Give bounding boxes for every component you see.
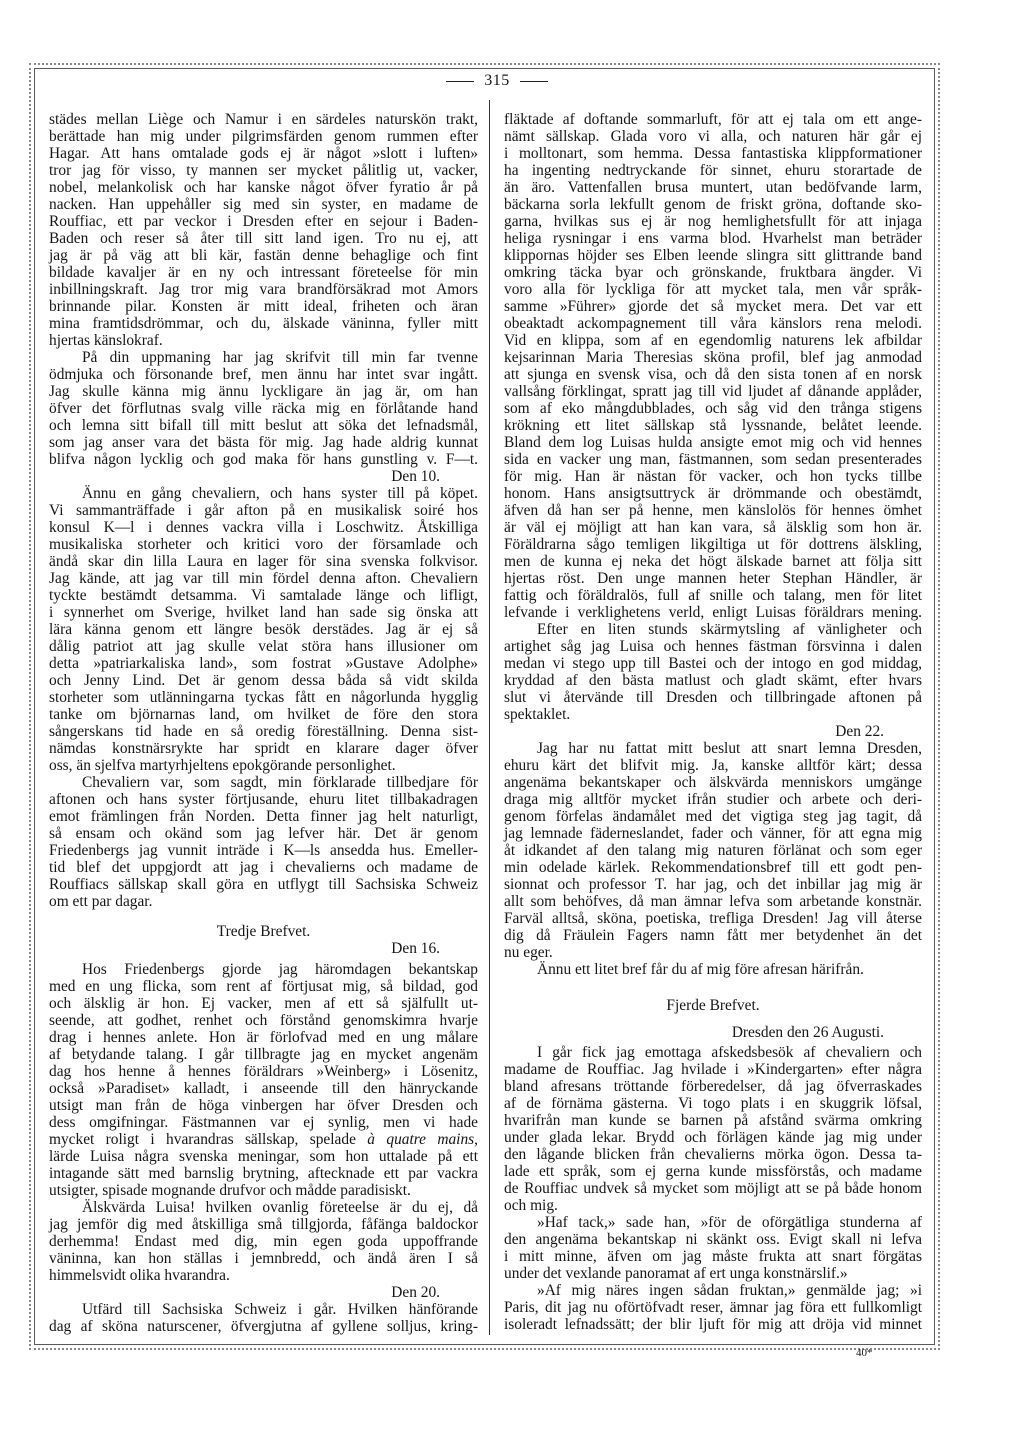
text-line: väninna, kan hon ställas i jemnbredd, och ändå ären I så [49, 1250, 478, 1267]
date-line: Den 22. [835, 723, 884, 740]
text-line: angenäma bekantskaper och älskvärda menniskors umgänge [504, 774, 922, 791]
text-line: utsigt man från de höga vinbergen har öfver Dresden och [49, 1097, 478, 1114]
text-line: hjertas känslokraf. [49, 332, 163, 349]
text-line: medan vi stego upp till Bastei och der intogo en god middag, [504, 655, 922, 672]
text-line: Efter en liten stunds skärmytsling af vänligheter och [537, 621, 922, 638]
text-line: för mig. Han är nästan för vacker, och hon tycks tillbe [504, 468, 922, 485]
printer-signature-mark: 40* [856, 1347, 873, 1359]
text-line: »Haf tack,» sade han, »för de oförgätliga stunderna af [537, 1214, 922, 1231]
text-line: seende, att godhet, renhet och förstånd genomskimra hvarje [49, 1012, 478, 1029]
text-line: »Af mig näres ingen sådan fruktan,» genmälde jag; »i [537, 1282, 922, 1299]
text-line: de Rouffiac undvek så mycket som möjligt att se på både honom [504, 1180, 922, 1197]
text-line: som af eko mångdubblades, och såg vid den trånga stigens [504, 400, 922, 417]
text-line: som jag anser vara det bästa för mig. Jag hade aldrig kunnat [49, 434, 478, 451]
column-divider [489, 100, 490, 1335]
text-line: af betydande talang. I går tillbragte jag en mycket angenäm [49, 1046, 478, 1063]
text-line: Paris, dit jag nu oförtöfvadt reser, ämnar jag föra ett fullkomligt [504, 1299, 922, 1316]
text-line: och lemna sitt bifall till mitt beslut att söka det lefnadsmål, [49, 417, 478, 434]
text-line: Utfärd till Sachsiska Schweiz i går. Hvilken hänförande [82, 1301, 478, 1318]
text-line: utsigter, spisade mognande drufvor och mådde paradisiskt. [49, 1182, 411, 1199]
text-line: men de kunna ej neka det högt älskade barnet att följa sitt [504, 553, 922, 570]
text-line: i molltonart, som hemma. Dessa fantastiska klippformationer [504, 145, 922, 162]
text-line: vallsång förklingat, spratt jag till vid ljudet af dånande applåder, [504, 383, 922, 400]
text-line: fattig och föräldralös, full af snille och talang, men för litet [504, 587, 922, 604]
left-column [49, 111, 478, 1335]
page-number: 315 [484, 72, 510, 89]
text-line: i synnerhet om Sverige, hvilket land han sade sig önska att [49, 604, 478, 621]
text-line: ehuru kärt det blifvit mig. Ja, kanske alltför kärt; dessa [504, 757, 922, 774]
text-line: tanke om björnarnas land, om hvilket de före den stora [49, 706, 478, 723]
text-line: dess omgifningar. Fästmannen var ej synlig, men vi hade [49, 1114, 478, 1131]
text-line: lade ett språk, som ej gerna kunde missförstås, och madame [504, 1163, 922, 1180]
text-line: detta »patriarkaliska land», som fostrat »Gustave Adolphe» [49, 655, 478, 672]
date-line: Dresden den 26 Augusti. [731, 1024, 884, 1041]
text-line: också »Paradiset» kalladt, i anseende till den hänryckande [49, 1080, 478, 1097]
text-line: brinnande pilar. Konsten är mitt ideal, friheten och äran [49, 298, 478, 315]
text-line: Jag kände, att jag var till min fördel denna afton. Chevaliern [49, 570, 478, 587]
text-line: Chevaliern var, som sagdt, min förklarade tillbedjare för [82, 774, 478, 791]
text-line: nämt sällskap. Glada voro vi alla, och naturen här går ej [504, 128, 922, 145]
text-line: inbillningskraft. Jag tror mig vara brandförsäkrad mot Amors [49, 281, 478, 298]
text-line: På din uppmaning har jag skrifvit till min far tvenne [82, 349, 478, 366]
text-line: omkring täcka byar och grönskande, fruktbara ängder. Vi [504, 264, 922, 281]
right-column [504, 111, 922, 1333]
text-line: öfver det förflutnas svalg ville räcka mig en förlåtande hand [49, 400, 478, 417]
text-line: honom. Hans ansigtsuttryck är drömmande och obestämdt, [504, 485, 922, 502]
text-line: och mig. [504, 1197, 558, 1214]
text-line: sida en vacker ung man, fästmannen, som sedan presenterades [504, 451, 922, 468]
text-line: min odelade kärlek. Rekommendationsbref till ett godt pen- [504, 859, 922, 876]
text-line: om ett par dagar. [49, 893, 153, 910]
text-segment: , [474, 1131, 478, 1148]
text-line: nobel, melankolisk och har kanske något öfver fyratio år på [49, 179, 478, 196]
text-line: Ännu en gång chevaliern, och hans syster till på köpet. [82, 485, 478, 502]
text-line: Vi sammanträffade i går afton på en musikalisk soiré hos [49, 502, 478, 519]
text-line: sångerskans tid hade en så oredig föreställning. Denna sist- [49, 723, 478, 740]
text-line: isoleradt lefnadssätt; der blir ljuft för mig att dröja vid minnet [504, 1316, 922, 1333]
text-line: krökning ett litet sällskap stå lyssnande, belåtet leende. [504, 417, 922, 434]
text-line: städes mellan Liège och Namur i en särdeles naturskön trakt, [49, 111, 478, 128]
text-line: Föräldrarna sågo temligen likgiltiga ut för dottrens älskling, [504, 536, 922, 553]
text-line: genom förfelas ändamålet med det vigtiga steg jag tagit, då [504, 808, 922, 825]
text-line: sionnat och professor T. har jag, och det inbillar jag mig är [504, 876, 922, 893]
text-line: Rouffiacs sällskap skall göra en utflygt till Sachsiska Schweiz [49, 876, 478, 893]
text-line: Ännu ett litet bref får du af mig före afresan härifrån. [537, 961, 864, 978]
text-line: jag är på väg att bli kär, fastän denne behaglige och fint [49, 247, 478, 264]
text-line: så ensam och okänd som jag lefver här. Det är genom [49, 825, 478, 842]
text-line: drag i hennes anlete. Hon är förlofvad med en ung målare [49, 1029, 478, 1046]
text-line: dålig patriot att jag skulle velat störa hans illusioner om [49, 638, 478, 655]
text-line: draga mig alltför mycket ifrån studier och arbete och deri- [504, 791, 922, 808]
text-line: klippornas höjder ses Elben leende slingra sitt glittrande band [504, 247, 922, 264]
text-line: voro alla för lyckliga för att mycket tala, men vår språk- [504, 281, 922, 298]
text-line: obeaktadt ackompagnement till våra känslors rena melodi. [504, 315, 922, 332]
section-heading: Tredje Brefvet. [216, 923, 311, 940]
header-dash-left [446, 81, 474, 82]
text-line: Jag skulle känna mig ännu lyckligare än jag är, om han [49, 383, 478, 400]
text-line: intagande sätt med barnslig brytning, aftecknade ett par vackra [49, 1165, 478, 1182]
text-line: kryddad af den bästa matlust och gladt skämt, efter hvars [504, 672, 922, 689]
text-line: i mitt minne, äfven om jag måste frukta att snart förgätas [504, 1248, 922, 1265]
text-line: åt idkandet af den talang mig naturen förlänat och som eger [504, 842, 922, 859]
text-line: samme »Führer» gjorde det så mycket mera. Det var ett [504, 298, 922, 315]
text-line: Baden och reser så åter till sitt land igen. Tro nu ej, att [49, 230, 478, 247]
text-line: madame de Rouffiac. Jag hvilade i »Kindergarten» efter några [504, 1061, 922, 1078]
text-line: nu eger. [504, 944, 553, 961]
text-line: Hagar. Att hans omtalade gods ej är något »slott i luften» [49, 145, 478, 162]
text-line: ha ingenting nedtryckande för sinnet, ehuru storartade de [504, 162, 922, 179]
text-line: äfven då han ser på henne, men känslolös för hennes ömhet [504, 502, 922, 519]
text-line: dag af sköna naturscener, öfvergjutna af gyllene solljus, kring- [49, 1318, 478, 1335]
text-line: ödmjuka och försonande bref, men ännu har intet svar ingått. [49, 366, 478, 383]
section-heading: Fjerde Brefvet. [666, 997, 760, 1014]
text-line: lärde Luisa några svenska meningar, som hon uttalade på ett [49, 1148, 478, 1165]
text-line: I går fick jag emottaga afskedsbesök af chevaliern och [537, 1044, 922, 1061]
text-line: Jag har nu fattat mitt beslut att snart lemna Dresden, [537, 740, 922, 757]
text-line: bland afresans tröttande förberedelser, då jag öfverraskades [504, 1078, 922, 1095]
text-line: Älskvärda Luisa! hvilken ovanlig företeelse är du ej, då [82, 1199, 478, 1216]
text-line: jag lemnade fäderneslandet, fader och vänner, för att egna mig [504, 825, 922, 842]
text-line: spektaklet. [504, 706, 571, 723]
text-line: bildade kavaljer är en ny och intressant företeelse för min [49, 264, 478, 281]
text-line: heliga rysningar i ens varma blod. Hvarhelst man beträder [504, 230, 922, 247]
text-line: nacken. Han uppehåller sig med sin syster, en madame de [49, 196, 478, 213]
text-line: allt som behöfves, då man ämnar lefva som arbetande konstnär. [504, 893, 922, 910]
text-line: storheter som utlänningarna tyckas fått en någorlunda hygglig [49, 689, 478, 706]
text-line: jag jemför dig med åtskilliga små tillgjorda, fåfänga baldockor [49, 1216, 478, 1233]
text-line: oss, än sjelfva martyrhjeltens epokgörande personlighet. [49, 757, 396, 774]
spacer [504, 978, 922, 997]
text-line: Farväl alltså, sköna, poetiska, trefliga Dresden! Jag vill återse [504, 910, 922, 927]
page-header [0, 72, 994, 90]
text-segment: mycket roligt i hvarandras sällskap, spelade [49, 1131, 356, 1148]
text-line: aftonen och hans syster förtjusande, ehuru litet tillbakadragen [49, 791, 478, 808]
text-line: blifva någon lycklig och god maka för hans gunstling v. F—t. [49, 451, 478, 468]
text-line: och älsklig är hon. Ej vacker, men af ett så själfullt ut- [49, 995, 478, 1012]
header-dash-right [520, 81, 548, 82]
text-line: berättade han mig under pilgrimsfärden genom rummen efter [49, 128, 478, 145]
spacer [49, 910, 478, 923]
text-line: mina framtidsdrömmar, och du, älskade väninna, fyller mitt [49, 315, 478, 332]
text-line: kejsarinnan Maria Theresias sköna profil, blef jag anmodad [504, 349, 922, 366]
text-line: och Jenny Lind. Det är genom dessa båda så vidt skilda [49, 672, 478, 689]
text-line: slut vi återvände till Dresden och tillbringade aftonen på [504, 689, 922, 706]
text-line: med en ung flicka, som rent af förtjusat mig, så bildad, god [49, 978, 478, 995]
text-line: himmelsvidt olika hvarandra. [49, 1267, 230, 1284]
text-line: dig då Fräulein Fagers namn fått mer betydenhet än det [504, 927, 922, 944]
date-line: Den 10. [391, 468, 440, 485]
text-line: dag hos henne å hennes föräldrars »Weinberg» i Lösenitz, [49, 1063, 478, 1080]
text-line: att sjunga en svensk visa, och då den sista tonen af en norsk [504, 366, 922, 383]
text-line: Bland dem log Luisas hulda ansigte emot mig och vid hennes [504, 434, 922, 451]
spacer [504, 1014, 922, 1024]
text-line: Hos Friedenbergs gjorde jag häromdagen bekantskap [82, 961, 478, 978]
text-line: den lågande blicken från chevalierns mörka ögon. Dessa ta- [504, 1146, 922, 1163]
text-line: ändå skar din lilla Laura en lager för sina svenska folkvisor. [49, 553, 478, 570]
date-line: Den 16. [391, 940, 440, 957]
text-line: garna, hvilkas sus ej är nog hemlighetsfullt för att injaga [504, 213, 922, 230]
text-line: Rouffiac, ett par veckor i Dresden efter en sejour i Baden- [49, 213, 478, 230]
text-line: hvarifrån man kunde se barnen på afstånd svärma omkring [504, 1112, 922, 1129]
text-line: lära känna genom ett längre besök derstädes. Jag är ej så [49, 621, 478, 638]
text-line: är väl ej möjligt att han kan vara, så älsklig som hon är. [504, 519, 922, 536]
text-line: tror jag för visso, ty mannen ser mycket pålitlig ut, vacker, [49, 162, 478, 179]
date-line: Den 20. [391, 1284, 440, 1301]
text-line: Vid en klippa, som af en egendomlig naturens lek afbildar [504, 332, 922, 349]
text-line: under glada lekar. Brydd och förlägen kände jag mig under [504, 1129, 922, 1146]
text-line: emot främlingen från Norden. Detta finner jag helt naturligt, [49, 808, 478, 825]
text-line: artighet såg jag Luisa och hennes fästman försvinna i dalen [504, 638, 922, 655]
text-line: den angenäma bekantskap ni skänkt oss. Evigt skall ni lefva [504, 1231, 922, 1248]
text-line [49, 1131, 478, 1148]
text-line: tid blef det uppgjordt att jag i chevalierns och madame de [49, 859, 478, 876]
text-line: nämdas konstnärsrykte har spridt en klarare dager öfver [49, 740, 478, 757]
text-line: derhemma! Endast med dig, min egen goda uppoffrande [49, 1233, 478, 1250]
text-line: under det vexlande panoramat af ert unga konstnärslif.» [504, 1265, 848, 1282]
text-line: hjertas röst. Den unge mannen heter Stephan Händler, är [504, 570, 922, 587]
text-line: af de förnäma gästerna. Vi togo plats i en skuggrik löfsal, [504, 1095, 922, 1112]
text-line: konsul K—l i dennes vackra villa i Loschwitz. Åtskilliga [49, 519, 478, 536]
text-line: än äro. Vattenfallen brusa muntert, utan bedöfvande larm, [504, 179, 922, 196]
text-line: musikaliska storheter och kritici voro der församlade och [49, 536, 478, 553]
text-line: lefvande i verklighetens verld, enligt Luisas föräldrars mening. [504, 604, 922, 621]
text-line: Friedenbergs jag vunnit inträde i K—ls ansedda hus. Emeller- [49, 842, 478, 859]
text-line: bäckarna sorla lekfullt genom de friskt gröna, doftande sko- [504, 196, 922, 213]
text-line: tyckte bestämdt detsamma. Vi samtalade länge och lifligt, [49, 587, 478, 604]
italic-phrase: à quatre mains [367, 1131, 475, 1148]
text-line: fläktade af doftande sommarluft, för att ej tala om ett ange- [504, 111, 922, 128]
